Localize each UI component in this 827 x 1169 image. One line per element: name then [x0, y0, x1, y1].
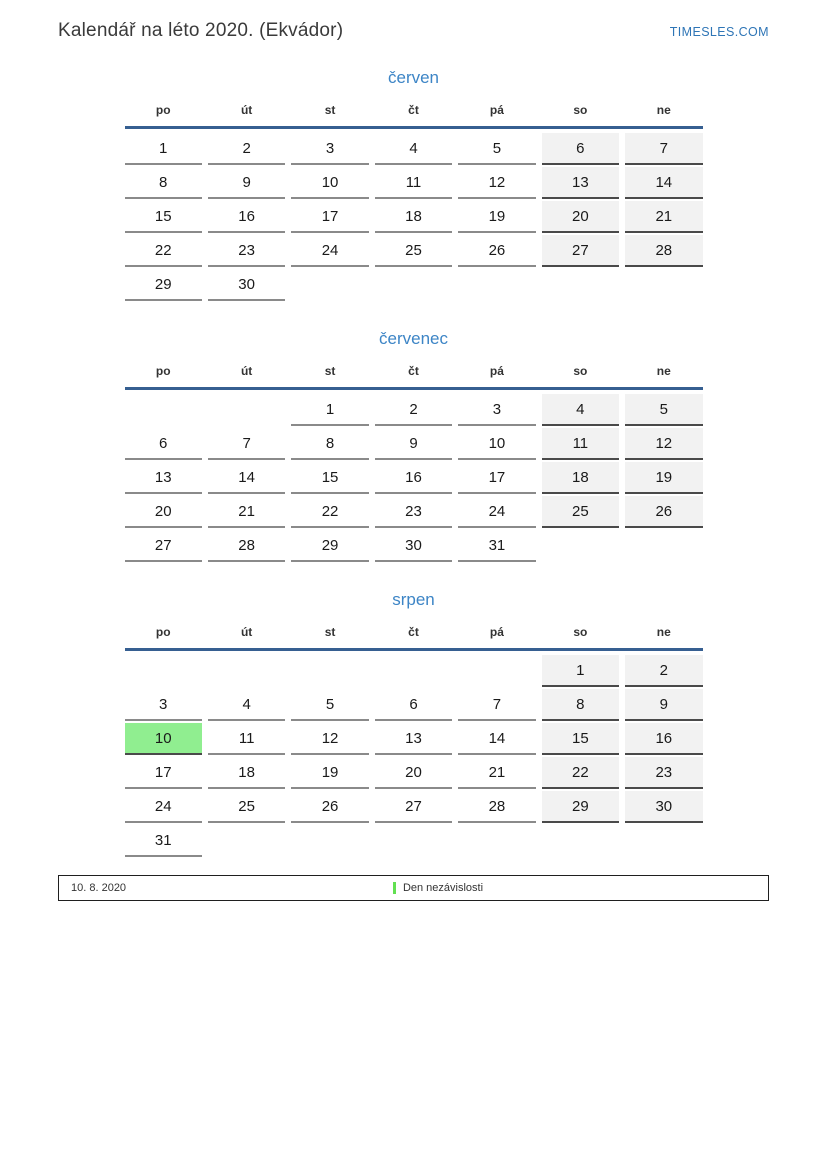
empty-cell [625, 269, 702, 301]
day-cell: 8 [125, 167, 202, 199]
day-cell: 17 [291, 201, 368, 233]
week-row [125, 655, 703, 689]
day-cell: 17 [125, 757, 202, 789]
weeks [125, 655, 703, 859]
day-cell: 15 [291, 462, 368, 494]
week-row [125, 530, 703, 564]
day-cell: 23 [625, 757, 702, 789]
day-cell: 28 [208, 530, 285, 562]
day-cell: 6 [375, 689, 452, 721]
day-cell: 2 [375, 394, 452, 426]
day-cell: 23 [208, 235, 285, 267]
day-cell: 12 [625, 428, 702, 460]
day-cell: 4 [542, 394, 619, 426]
day-cell: 29 [542, 791, 619, 823]
day-cell: 29 [125, 269, 202, 301]
weekday-label: ne [656, 625, 671, 639]
day-cell: 18 [208, 757, 285, 789]
day-cell: 10 [458, 428, 535, 460]
weekday-label: út [240, 364, 253, 378]
day-cell: 1 [125, 133, 202, 165]
weekday-label: pá [489, 625, 504, 639]
empty-cell [458, 269, 535, 301]
weekday-label: ne [656, 103, 671, 117]
weekday-label: čt [408, 364, 419, 378]
day-cell: 3 [458, 394, 535, 426]
week-row [125, 428, 703, 462]
week-row [125, 689, 703, 723]
weekday-label: so [573, 625, 588, 639]
weekday-label: st [324, 364, 336, 378]
day-cell: 31 [125, 825, 202, 857]
weekday-header-row [125, 364, 703, 387]
weekday-label: čt [408, 625, 419, 639]
day-cell: 27 [375, 791, 452, 823]
day-cell: 24 [291, 235, 368, 267]
month-title: srpen [392, 590, 435, 609]
empty-cell [375, 655, 452, 687]
header-underline [125, 648, 703, 651]
day-cell: 9 [625, 689, 702, 721]
legend-event: Den nezávislosti [402, 882, 484, 894]
day-cell: 19 [458, 201, 535, 233]
day-cell: 9 [375, 428, 452, 460]
day-cell: 7 [208, 428, 285, 460]
weekday-header-row [125, 625, 703, 648]
month-červen [125, 68, 703, 303]
empty-cell [208, 825, 285, 857]
day-cell: 9 [208, 167, 285, 199]
day-cell: 3 [291, 133, 368, 165]
empty-cell [625, 825, 702, 857]
day-cell: 1 [291, 394, 368, 426]
day-cell: 14 [208, 462, 285, 494]
page-header [58, 0, 769, 42]
weekday-label: út [240, 103, 253, 117]
page-title: Kalendář na léto 2020. (Ekvádor) [58, 20, 344, 41]
day-cell: 19 [625, 462, 702, 494]
weekday-label: st [324, 625, 336, 639]
day-cell: 30 [625, 791, 702, 823]
day-cell: 22 [125, 235, 202, 267]
weekday-label: pá [489, 364, 504, 378]
day-cell: 4 [208, 689, 285, 721]
empty-cell [125, 394, 202, 426]
weeks [125, 133, 703, 303]
day-cell: 13 [125, 462, 202, 494]
day-cell: 15 [542, 723, 619, 755]
weekday-label: út [240, 625, 253, 639]
empty-cell [291, 655, 368, 687]
day-cell: 10 [291, 167, 368, 199]
day-cell: 30 [208, 269, 285, 301]
day-cell: 28 [458, 791, 535, 823]
empty-cell [542, 269, 619, 301]
day-cell: 27 [542, 235, 619, 267]
day-cell: 5 [625, 394, 702, 426]
calendar [0, 68, 827, 859]
day-cell: 13 [542, 167, 619, 199]
week-row [125, 167, 703, 201]
day-cell: 1 [542, 655, 619, 687]
legend [58, 875, 769, 901]
empty-cell [375, 269, 452, 301]
day-cell: 21 [625, 201, 702, 233]
day-cell: 14 [458, 723, 535, 755]
day-cell: 25 [375, 235, 452, 267]
day-cell: 13 [375, 723, 452, 755]
day-cell: 24 [125, 791, 202, 823]
day-cell: 2 [625, 655, 702, 687]
day-cell: 10 [125, 723, 202, 755]
week-row [125, 133, 703, 167]
day-cell: 6 [542, 133, 619, 165]
empty-cell [291, 825, 368, 857]
day-cell: 20 [542, 201, 619, 233]
day-cell: 16 [625, 723, 702, 755]
month-červenec [125, 329, 703, 564]
day-cell: 31 [458, 530, 535, 562]
empty-cell [208, 394, 285, 426]
day-cell: 23 [375, 496, 452, 528]
day-cell: 11 [542, 428, 619, 460]
day-cell: 12 [291, 723, 368, 755]
day-cell: 5 [458, 133, 535, 165]
weekday-label: po [155, 625, 171, 639]
day-cell: 16 [208, 201, 285, 233]
day-cell: 2 [208, 133, 285, 165]
weekday-label: st [324, 103, 336, 117]
empty-cell [375, 825, 452, 857]
weekday-label: so [573, 364, 588, 378]
day-cell: 19 [291, 757, 368, 789]
day-cell: 11 [208, 723, 285, 755]
empty-cell [458, 655, 535, 687]
week-row [125, 235, 703, 269]
empty-cell [291, 269, 368, 301]
weekday-label: po [155, 103, 171, 117]
day-cell: 8 [291, 428, 368, 460]
empty-cell [208, 655, 285, 687]
header-underline [125, 126, 703, 129]
day-cell: 22 [291, 496, 368, 528]
day-cell: 28 [625, 235, 702, 267]
day-cell: 4 [375, 133, 452, 165]
empty-cell [458, 825, 535, 857]
day-cell: 21 [208, 496, 285, 528]
event-marker-icon [393, 882, 396, 894]
day-cell: 27 [125, 530, 202, 562]
month-title: červenec [379, 329, 448, 348]
day-cell: 12 [458, 167, 535, 199]
month-title: červen [387, 68, 440, 87]
months [0, 68, 827, 859]
day-cell: 14 [625, 167, 702, 199]
empty-cell [125, 655, 202, 687]
month-srpen [125, 590, 703, 859]
weekday-label: ne [656, 364, 671, 378]
week-row [125, 201, 703, 235]
weeks [125, 394, 703, 564]
day-cell: 7 [458, 689, 535, 721]
week-row [125, 757, 703, 791]
week-row [125, 723, 703, 757]
day-cell: 3 [125, 689, 202, 721]
day-cell: 5 [291, 689, 368, 721]
week-row [125, 394, 703, 428]
legend-date: 10. 8. 2020 [71, 882, 127, 894]
day-cell: 7 [625, 133, 702, 165]
day-cell: 18 [375, 201, 452, 233]
day-cell: 24 [458, 496, 535, 528]
week-row [125, 791, 703, 825]
day-cell: 26 [291, 791, 368, 823]
day-cell: 15 [125, 201, 202, 233]
empty-cell [625, 530, 702, 562]
week-row [125, 496, 703, 530]
day-cell: 18 [542, 462, 619, 494]
weekday-label: po [155, 364, 171, 378]
day-cell: 26 [625, 496, 702, 528]
week-row [125, 269, 703, 303]
day-cell: 6 [125, 428, 202, 460]
day-cell: 20 [125, 496, 202, 528]
empty-cell [542, 530, 619, 562]
brand-link[interactable]: TIMESLES.COM [669, 25, 769, 39]
day-cell: 29 [291, 530, 368, 562]
week-row [125, 825, 703, 859]
header-underline [125, 387, 703, 390]
day-cell: 25 [208, 791, 285, 823]
weekday-header-row [125, 103, 703, 126]
empty-cell [542, 825, 619, 857]
day-cell: 11 [375, 167, 452, 199]
weekday-label: pá [489, 103, 504, 117]
day-cell: 25 [542, 496, 619, 528]
day-cell: 30 [375, 530, 452, 562]
weekday-label: čt [408, 103, 419, 117]
weekday-label: so [573, 103, 588, 117]
week-row [125, 462, 703, 496]
day-cell: 20 [375, 757, 452, 789]
day-cell: 17 [458, 462, 535, 494]
day-cell: 21 [458, 757, 535, 789]
day-cell: 8 [542, 689, 619, 721]
day-cell: 22 [542, 757, 619, 789]
day-cell: 16 [375, 462, 452, 494]
day-cell: 26 [458, 235, 535, 267]
